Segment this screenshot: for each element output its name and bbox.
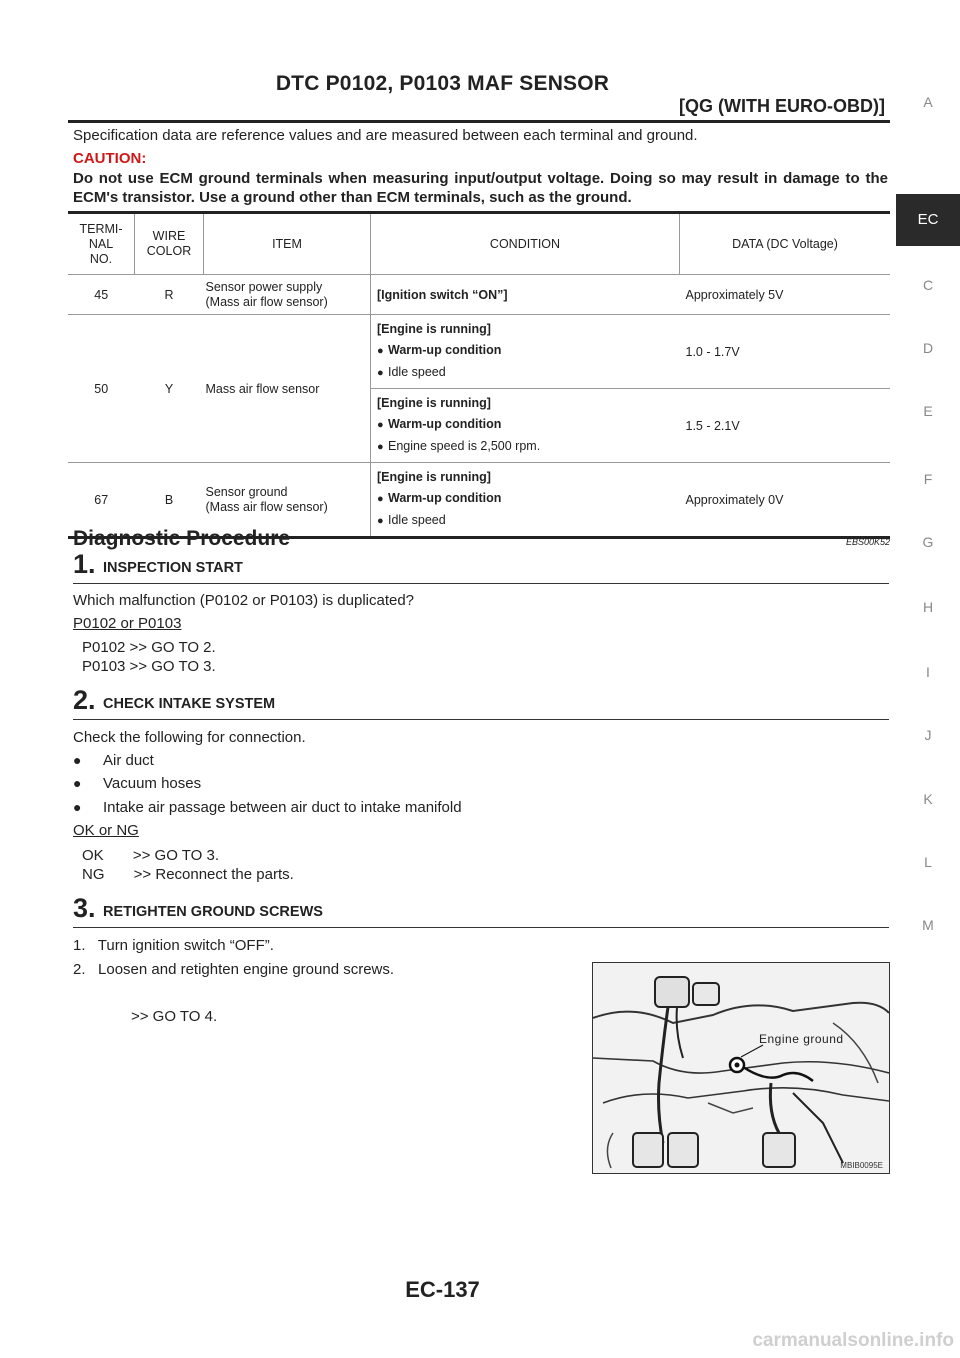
condition-text: Warm-up condition — [388, 491, 502, 505]
cell-condition — [371, 315, 680, 389]
terminal-spec-table — [68, 211, 890, 539]
caution-label: CAUTION: — [73, 150, 147, 167]
cell-terminal: 50 — [68, 315, 135, 463]
col-terminal: TERMI- NAL NO. — [68, 213, 135, 275]
step-2-answer-ok[interactable]: OK >> GO TO 3. — [82, 847, 219, 864]
cell-wire: B — [164, 492, 174, 507]
col-data: DATA (DC Voltage) — [680, 213, 891, 275]
step-title: RETIGHTEN GROUND SCREWS — [103, 904, 323, 920]
table-row — [68, 315, 890, 389]
cell-data: Approximately 5V — [680, 275, 891, 315]
condition-text: Idle speed — [388, 513, 446, 527]
condition-title: [Engine is running] — [377, 396, 491, 410]
cell-item: Sensor ground (Mass air flow sensor) — [205, 484, 328, 514]
step-3-item-1: 1. Turn ignition switch “OFF”. — [73, 937, 274, 954]
condition-bullet: ● Warm-up condition — [377, 343, 502, 357]
cell-data: 1.0 - 1.7V — [680, 315, 891, 389]
list-item: ● Intake air passage between air duct to intake manifold — [73, 799, 462, 816]
cell-condition — [371, 463, 680, 538]
col-condition: CONDITION — [371, 213, 680, 275]
step-number: 1. — [73, 549, 96, 579]
condition-bullet: ● Engine speed is 2,500 rpm. — [377, 439, 541, 453]
section-tab-e[interactable]: E — [923, 403, 933, 419]
condition-text: Engine speed is 2,500 rpm. — [388, 439, 541, 453]
condition-bullet: ● Idle speed — [377, 513, 446, 527]
header-title: DTC P0102, P0103 MAF SENSOR — [275, 72, 610, 95]
step-2-header — [73, 685, 889, 720]
cell-data: Approximately 0V — [685, 492, 784, 507]
cell-condition — [371, 389, 680, 463]
header-subtitle: [QG (WITH EURO-OBD)] — [679, 96, 885, 116]
condition-bullet: ● Warm-up condition — [377, 417, 502, 431]
section-tab-ec[interactable]: EC — [896, 194, 960, 246]
list-item: ● Vacuum hoses — [73, 775, 202, 792]
header-rule — [68, 120, 890, 123]
cell-item: Sensor power supply (Mass air flow sensor) — [204, 275, 371, 315]
step-title: CHECK INTAKE SYSTEM — [103, 696, 276, 712]
list-item-text: Intake air passage between air duct to intake manifold — [103, 799, 462, 816]
table-row — [68, 275, 890, 315]
condition-title: [Engine is running] — [377, 322, 491, 336]
cell-condition: [Ignition switch “ON”] — [371, 275, 680, 315]
cell-data: 1.5 - 2.1V — [680, 389, 891, 463]
page-number: EC-137 — [405, 1277, 480, 1302]
section-tab-i[interactable]: I — [926, 664, 930, 680]
list-item-text: Air duct — [103, 752, 154, 769]
list-item: ● Air duct — [73, 752, 154, 769]
step-3-header — [73, 893, 889, 928]
cell-terminal: 67 — [94, 492, 109, 507]
step-2-prompt: OK or NG — [73, 822, 139, 839]
section-tab-m[interactable]: M — [922, 917, 934, 933]
step-3-answer[interactable]: >> GO TO 4. — [131, 1008, 218, 1025]
section-tab-d[interactable]: D — [922, 340, 934, 356]
section-tab-k[interactable]: K — [923, 791, 933, 807]
section-title: Diagnostic Procedure — [73, 527, 291, 550]
step-1-question: Which malfunction (P0102 or P0103) is duplicated? — [73, 592, 415, 609]
intro-text: Specification data are reference values and are measured between each terminal and ground. — [73, 127, 698, 144]
engine-ground-illustration — [593, 963, 889, 1173]
engine-ground-label: Engine ground — [759, 1032, 844, 1046]
watermark: carmanualsonline.info — [752, 1330, 954, 1351]
step-3-item-2: 2. Loosen and retighten engine ground screws. — [73, 961, 395, 978]
caution-text: Do not use ECM ground terminals when measuring input/output voltage. Doing so may result in damage to the ECM's transistor. Use a ground other than ECM terminals, such as the ground. — [73, 170, 888, 206]
section-code: EBS00K52 — [845, 537, 890, 547]
step-1-answer-p0102[interactable]: P0102 >> GO TO 2. — [82, 639, 216, 656]
step-title: INSPECTION START — [103, 560, 243, 576]
cell-wire: Y — [135, 315, 204, 463]
col-item: ITEM — [204, 213, 371, 275]
step-number: 2. — [73, 685, 96, 715]
step-1-header — [73, 549, 889, 584]
section-tab-a[interactable]: A — [923, 94, 933, 110]
col-wire: WIRE COLOR — [135, 213, 204, 275]
step-1-answer-p0103[interactable]: P0103 >> GO TO 3. — [82, 658, 216, 675]
condition-bullet: ● Idle speed — [377, 365, 446, 379]
cell-wire: R — [135, 275, 204, 315]
cell-terminal: 45 — [68, 275, 135, 315]
step-1-prompt: P0102 or P0103 — [73, 615, 182, 632]
condition-text: Warm-up condition — [388, 343, 502, 357]
figure-code: MBIB0095E — [840, 1161, 883, 1170]
section-tab-g[interactable]: G — [922, 534, 934, 550]
step-2-answer-ng[interactable]: NG >> Reconnect the parts. — [82, 866, 294, 883]
step-2-text: Check the following for connection. — [73, 729, 306, 746]
step-number: 3. — [73, 893, 96, 923]
engine-ground-figure — [592, 962, 890, 1174]
section-tab-j[interactable]: J — [924, 727, 932, 743]
table-header-row — [68, 213, 890, 275]
condition-bullet: ● Warm-up condition — [377, 491, 502, 505]
condition-title: [Engine is running] — [377, 470, 491, 484]
condition-text: Warm-up condition — [388, 417, 502, 431]
condition-text: Idle speed — [388, 365, 446, 379]
section-tab-c[interactable]: C — [922, 277, 934, 293]
section-tab-h[interactable]: H — [922, 599, 934, 615]
section-tab-l[interactable]: L — [924, 854, 932, 870]
cell-item: Mass air flow sensor — [204, 315, 371, 463]
list-item-text: Vacuum hoses — [103, 775, 202, 792]
section-tab-f[interactable]: F — [923, 471, 933, 487]
